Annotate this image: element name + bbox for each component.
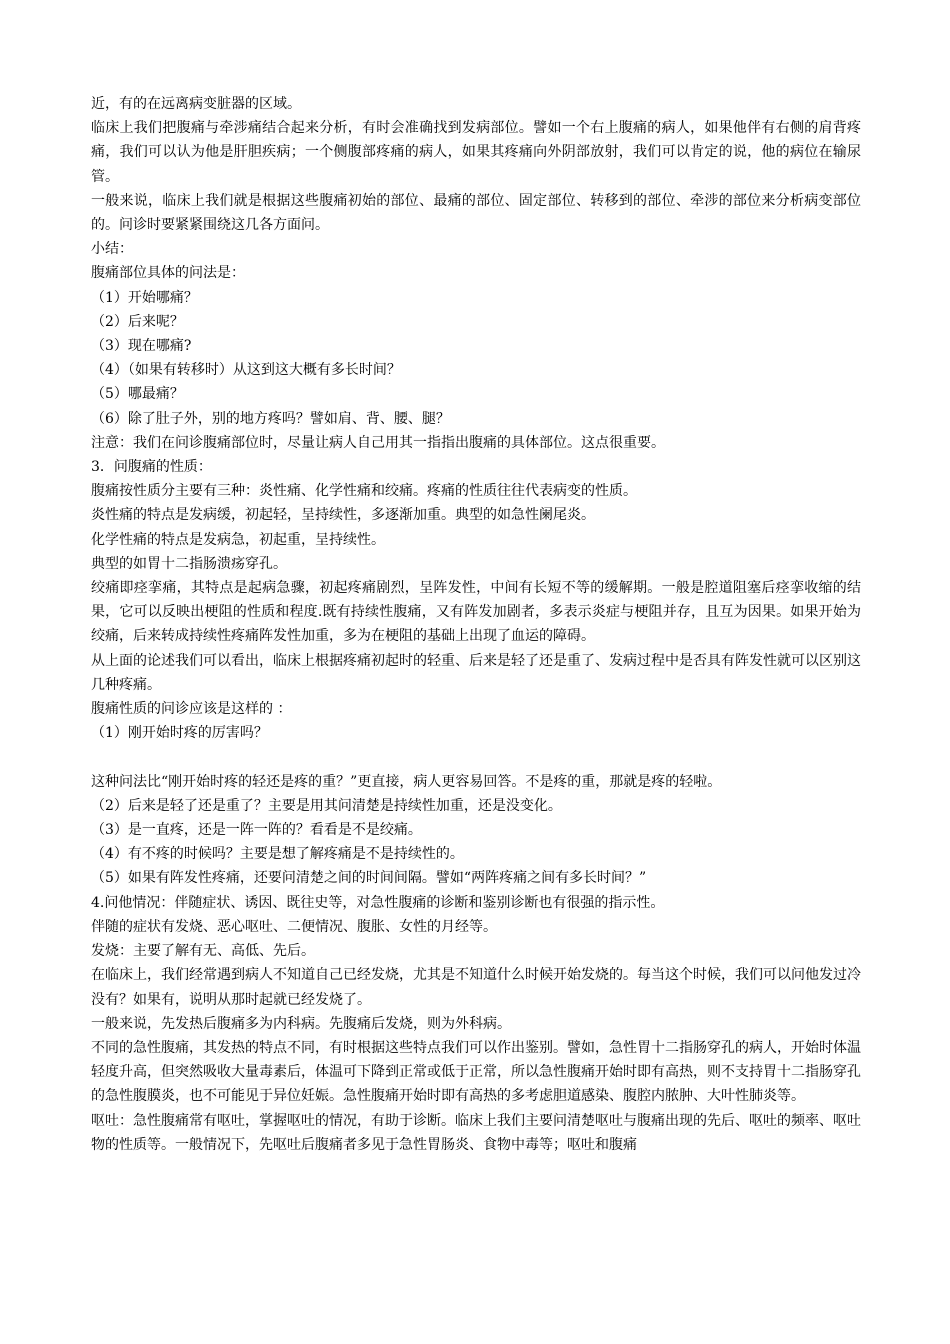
paragraph: 腹痛按性质分主要有三种：炎性痛、化学性痛和绞痛。疼痛的性质往往代表病变的性质。 <box>91 483 637 500</box>
list-item: （4）（如果有转移时）从这到这大概有多长时间？ <box>91 362 401 379</box>
paragraph: 典型的如胃十二指肠溃疡穿孔。 <box>91 555 287 572</box>
paragraph: 呕吐：急性腹痛常有呕吐，掌握呕吐的情况，有助于诊断。临床上我们主要问清楚呕吐与腹痛出现的先后、呕吐的频率、呕吐物的性质等。一般情况下，先呕吐后腹痛者多见于急性胃肠炎、食物中毒等；呕吐和腹痛 <box>91 1112 861 1153</box>
blank-line <box>91 745 861 769</box>
paragraph: 腹痛部位具体的问法是： <box>91 265 245 282</box>
paragraph: 腹痛性质的问诊应该是这样的 ： <box>91 701 292 718</box>
list-item: （1）刚开始时疼的厉害吗？ <box>91 725 268 742</box>
paragraph: 一般来说，先发热后腹痛多为内科病。先腹痛后发烧，则为外科病。 <box>91 1015 511 1032</box>
paragraph: 炎性痛的特点是发病缓，初起轻，呈持续性，多逐渐加重。典型的如急性阑尾炎。 <box>91 507 595 524</box>
note-paragraph: 注意：我们在问诊腹痛部位时，尽量让病人自己用其一指指出腹痛的具体部位。这点很重要。 <box>91 434 665 451</box>
list-item: （1）开始哪痛？ <box>91 289 198 306</box>
paragraph: 这种问法比“刚开始时疼的轻还是疼的重？”更直接，病人更容易回答。不是疼的重，那就是疼的轻啦。 <box>91 773 722 790</box>
list-item: （3）现在哪痛? <box>91 338 192 355</box>
paragraph: 从上面的论述我们可以看出，临床上根据疼痛初起时的轻重、后来是轻了还是重了、发病过程中是否具有阵发性就可以区别这几种疼痛。 <box>91 652 861 693</box>
list-item: （2）后来呢？ <box>91 313 184 330</box>
section-heading: 3．问腹痛的性质： <box>91 459 212 476</box>
section-label: 小结： <box>91 241 133 258</box>
list-item: （5）哪最痛？ <box>91 386 184 403</box>
list-item: （3）是一直疼，还是一阵一阵的？看看是不是绞痛。 <box>91 822 422 839</box>
paragraph: 在临床上，我们经常遇到病人不知道自己已经发烧，尤其是不知道什么时候开始发烧的。每当这个时候，我们可以问他发过冷没有？如果有，说明从那时起就已经发烧了。 <box>91 967 861 1008</box>
paragraph: 伴随的症状有发烧、恶心呕吐、二便情况、腹胀、女性的月经等。 <box>91 918 497 935</box>
paragraph: 化学性痛的特点是发病急，初起重，呈持续性。 <box>91 531 385 548</box>
paragraph: 绞痛即痉挛痛，其特点是起病急骤，初起疼痛剧烈，呈阵发性，中间有长短不等的缓解期。一般是腔道阻塞后痉挛收缩的结果，它可以反映出梗阻的性质和程度.既有持续性腹痛，又有阵发加剧者，多表示炎症与梗阻并存，且互为因果。如果开始为绞痛，后来转成持续性疼痛阵发性加重，多为在梗阻的基础上出现了血运的障碍。 <box>91 580 861 645</box>
list-item: （5）如果有阵发性疼痛，还要问清楚之间的时间间隔。譬如“两阵疼痛之间有多长时间？” <box>91 870 647 887</box>
paragraph: 临床上我们把腹痛与牵涉痛结合起来分析，有时会准确找到发病部位。譬如一个右上腹痛的病人，如果他伴有右侧的肩背疼痛，我们可以认为他是肝胆疾病；一个侧腹部疼痛的病人，如果其疼痛向外阴部放射，我们可以肯定的说，他的病位在输尿管。 <box>91 120 861 185</box>
paragraph: 不同的急性腹痛，其发热的特点不同，有时根据这些特点我们可以作出鉴别。譬如，急性胃十二指肠穿孔的病人，开始时体温轻度升高，但突然吸收大量毒素后，体温可下降到正常或低于正常，所以急性腹痛开始时即有高热，则不支持胃十二指肠穿孔的急性腹膜炎，也不可能见于异位妊娠。急性腹痛开始时即有高热的多考虑胆道感染、腹腔内脓肿、大叶性肺炎等。 <box>91 1039 861 1105</box>
section-heading: 4.问他情况：伴随症状、诱因、既往史等，对急性腹痛的诊断和鉴别诊断也有很强的指示性。 <box>91 894 665 911</box>
paragraph: 一般来说，临床上我们就是根据这些腹痛初始的部位、最痛的部位、固定部位、转移到的部位、牵涉的部位来分析病变部位的。问诊时要紧紧围绕这几各方面问。 <box>91 192 861 234</box>
paragraph: 近，有的在远离病变脏器的区域。 <box>91 96 301 112</box>
list-item: （2）后来是轻了还是重了？主要是用其问清楚是持续性加重，还是没变化。 <box>91 797 562 814</box>
document-page <box>91 92 861 1157</box>
paragraph: 发烧：主要了解有无、高低、先后。 <box>91 943 315 960</box>
list-item: （6）除了肚子外，别的地方疼吗？譬如肩、背、腰、腿？ <box>91 410 450 427</box>
list-item: （4）有不疼的时候吗？主要是想了解疼痛是不是持续性的。 <box>91 846 464 863</box>
